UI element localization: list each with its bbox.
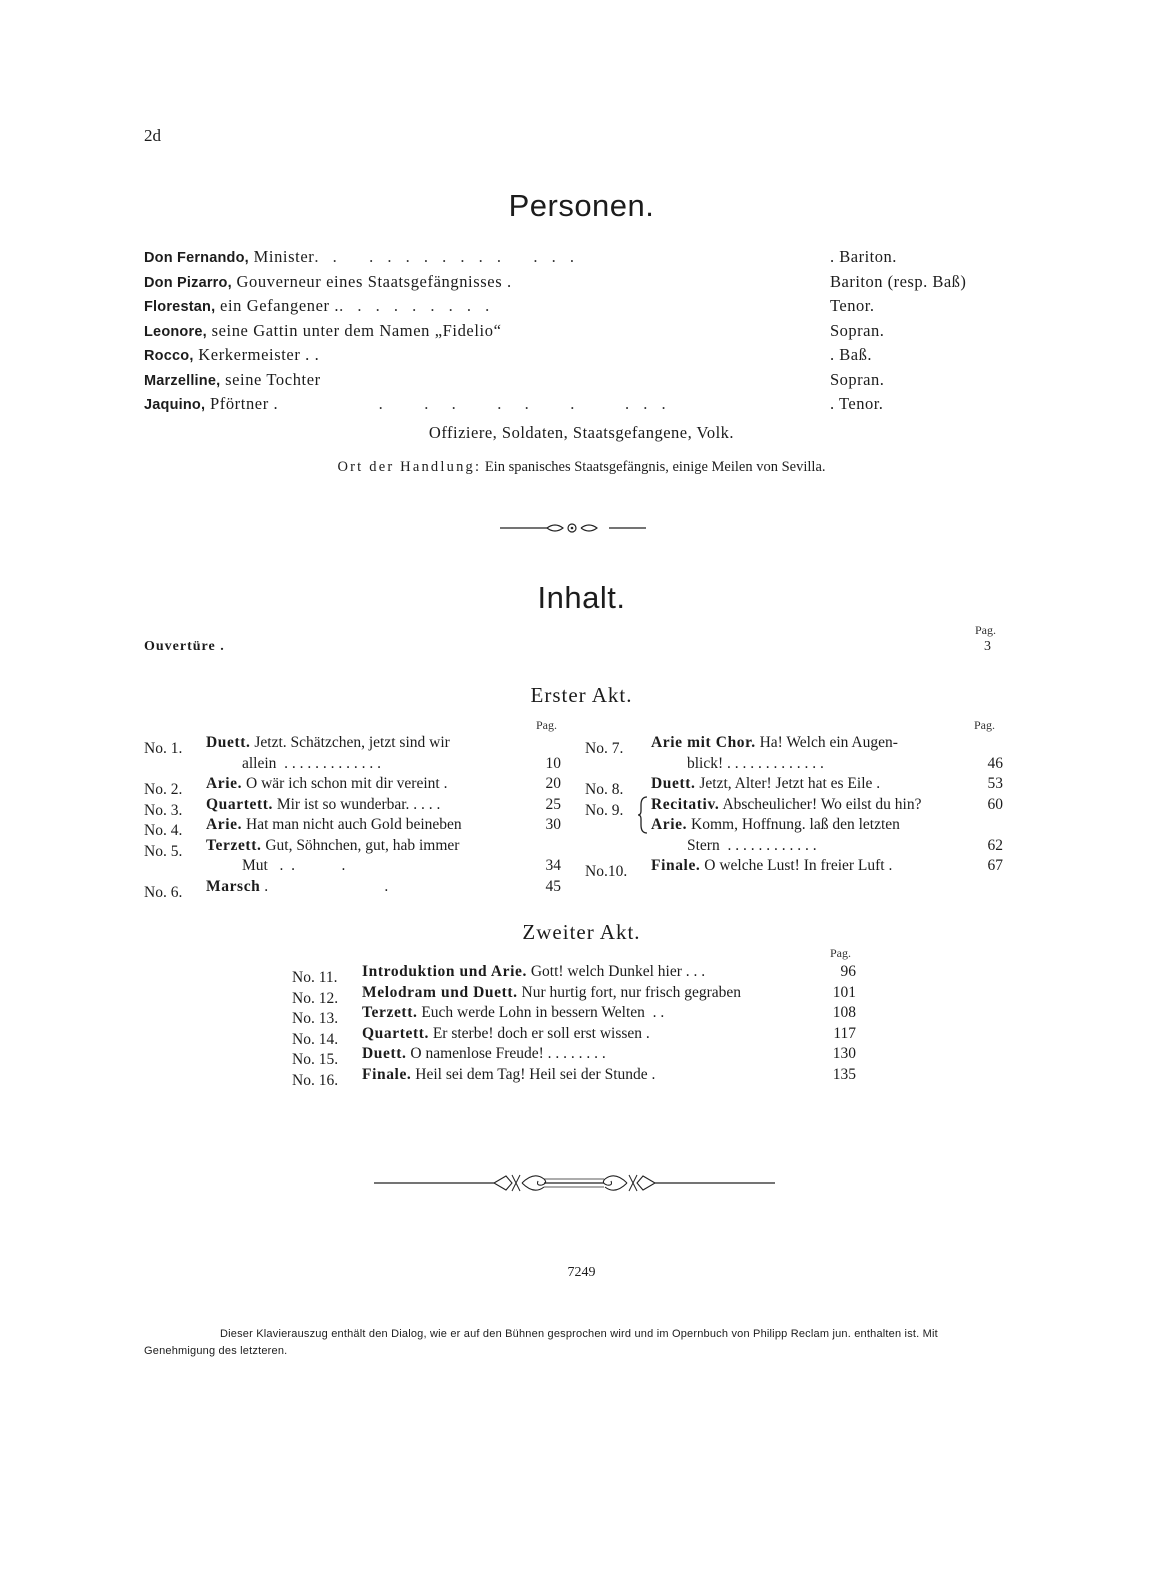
item-page: 101: [832, 983, 856, 1001]
item-type: Duett.: [362, 1045, 407, 1062]
contents-row: [144, 815, 561, 839]
cast-voice: . Baß.: [830, 345, 872, 364]
item-page: 96: [840, 963, 856, 980]
item-title: [362, 962, 822, 982]
item-text: O namenlose Freude! . . . . . . . .: [406, 1045, 606, 1062]
cast-description: seine Tochter: [220, 369, 321, 389]
item-number: No. 16.: [292, 1071, 339, 1089]
pag-label: Pag.: [975, 623, 996, 637]
item-title: [206, 795, 536, 815]
item-title: [362, 1065, 822, 1085]
item-type: Terzett.: [206, 836, 262, 854]
item-title: [206, 836, 536, 856]
item-text: O welche Lust! In freier Luft .: [700, 857, 893, 874]
cast-voice: . Bariton.: [830, 247, 897, 266]
item-title: [651, 795, 981, 815]
contents-row: [144, 733, 561, 757]
item-type: Arie.: [651, 816, 688, 833]
erster-akt-heading: Erster Akt.: [530, 683, 633, 707]
item-text: Euch werde Lohn in bessern Welten . .: [417, 1004, 665, 1021]
cast-description: Gouverneur eines Staatsgefängnisses .: [231, 271, 512, 291]
item-type: Recitativ.: [651, 795, 720, 813]
contents-row: [292, 1024, 856, 1048]
ouverture-page: 3: [984, 639, 991, 654]
inhalt-heading: Inhalt.: [537, 580, 626, 615]
cast-name: Leonore,: [144, 323, 207, 340]
item-title: [651, 754, 1017, 774]
item-text: Jetzt, Alter! Jetzt hat es Eile .: [695, 775, 881, 792]
contents-row: [144, 754, 561, 774]
cast-row: [144, 345, 1014, 369]
cast-voice: Sopran.: [830, 369, 885, 389]
item-title: [651, 774, 981, 794]
zweiter-akt-heading: Zweiter Akt.: [522, 920, 641, 944]
chorus-line: Offiziere, Soldaten, Staatsgefangene, Volk.: [428, 423, 735, 442]
item-title: [362, 1044, 822, 1064]
item-number: No. 6.: [144, 883, 183, 901]
item-page: 62: [987, 836, 1003, 854]
item-number: No. 9.: [585, 801, 624, 819]
brace-icon: [637, 795, 649, 835]
item-number: No. 1.: [144, 740, 183, 757]
item-text: Komm, Hoffnung. laß den letzten: [687, 816, 900, 833]
cast-voice: Tenor.: [830, 296, 875, 315]
personen-heading: Personen.: [508, 188, 655, 223]
item-number: No. 7.: [585, 740, 624, 757]
cast-dots: . . . . . . . . .: [278, 394, 671, 413]
pag-label-left: Pag.: [536, 718, 557, 732]
item-page: 30: [545, 816, 561, 833]
item-page: 45: [545, 877, 561, 895]
item-number: No. 14.: [292, 1030, 339, 1048]
pag-label-right: Pag.: [974, 718, 995, 732]
cast-voice: Sopran.: [830, 320, 885, 340]
item-text: blick! . . . . . . . . . . . . .: [687, 754, 824, 772]
item-title: [206, 856, 572, 876]
item-page: 117: [833, 1024, 856, 1042]
cast-name: Florestan,: [144, 299, 216, 315]
item-page: 130: [832, 1045, 856, 1062]
item-number: No. 5.: [144, 842, 183, 860]
cast-row: [144, 296, 1014, 320]
contents-row: [144, 836, 561, 860]
plate-number: 7249: [567, 1265, 596, 1280]
contents-row: [585, 754, 1003, 774]
end-ornament-icon: [372, 1167, 777, 1199]
item-text: allein . . . . . . . . . . . . .: [242, 754, 382, 772]
item-type: Terzett.: [362, 1004, 418, 1021]
divider-ornament-icon: [497, 519, 647, 537]
cast-dots: . . . . . . . . .: [339, 296, 495, 315]
cast-row: [144, 272, 1014, 296]
item-text: Ha! Welch ein Augen-: [755, 734, 898, 751]
item-text: Heil sei dem Tag! Heil sei der Stunde .: [411, 1065, 656, 1083]
contents-row: [292, 983, 856, 1007]
item-title: [651, 733, 981, 753]
item-number: No. 13.: [292, 1010, 339, 1027]
cast-voice: Bariton (resp. Baß): [830, 271, 967, 291]
item-title: [206, 815, 536, 835]
place-text: Ein spanisches Staatsgefängnis, einige Meilen von Sevilla.: [481, 459, 826, 475]
item-title: [651, 856, 981, 876]
item-title: [206, 754, 572, 774]
ouverture-label: Ouvertüre .: [144, 639, 225, 654]
item-number: No. 4.: [144, 822, 183, 839]
cast-description: Minister: [248, 247, 315, 266]
item-text: Jetzt. Schätzchen, jetzt sind wir: [250, 734, 450, 751]
cast-name: Don Fernando,: [144, 250, 249, 266]
item-number: No. 3.: [144, 801, 183, 819]
place-of-action: [0, 459, 1163, 476]
contents-row: [292, 1044, 856, 1068]
item-page: 53: [987, 775, 1003, 792]
contents-row: [585, 836, 1003, 856]
item-type: Melodram und Duett.: [362, 983, 518, 1001]
cast-row: [144, 247, 1014, 271]
item-text: Gut, Söhnchen, gut, hab immer: [261, 836, 460, 854]
item-number: No. 8.: [585, 781, 624, 798]
item-title: [362, 1024, 822, 1044]
item-page: 25: [545, 795, 561, 813]
item-title: [206, 733, 536, 753]
item-number: No. 12.: [292, 989, 339, 1007]
item-title: [206, 774, 536, 794]
item-number: No.10.: [585, 863, 628, 880]
cast-description: seine Gattin unter dem Namen „Fidelio“: [206, 320, 502, 340]
contents-row: [144, 856, 561, 876]
item-title: [651, 836, 1017, 856]
item-page: 46: [987, 754, 1003, 772]
item-type: Introduktion und Arie.: [362, 963, 527, 980]
cast-name: Marzelline,: [144, 372, 221, 389]
footnote: [144, 1326, 1004, 1360]
item-page: 10: [545, 754, 561, 772]
contents-row: [585, 774, 1003, 798]
item-type: Finale.: [362, 1065, 412, 1083]
cast-name: Rocco,: [144, 348, 194, 364]
item-page: 34: [545, 857, 561, 874]
cast-row: [144, 394, 1014, 418]
contents-row: [292, 1003, 856, 1027]
item-type: Quartett.: [206, 795, 273, 813]
footnote-text: Dieser Klavierauszug enthält den Dialog, wie er auf den Bühnen gesprochen wird und im Opernbuch von Philipp Reclam jun. enthalten ist. Mit Genehmigung des letzteren.: [144, 1328, 938, 1357]
item-type: Quartett.: [362, 1024, 429, 1042]
cast-name: Don Pizarro,: [144, 274, 232, 291]
item-page: 108: [832, 1004, 856, 1021]
cast-name: Jaquino,: [144, 397, 206, 413]
contents-row: [144, 877, 561, 901]
cast-description: ein Gefangener .: [215, 296, 340, 315]
item-number: No. 2.: [144, 781, 183, 798]
item-text: . .: [260, 877, 389, 895]
item-text: Abscheulicher! Wo eilst du hin?: [719, 795, 922, 813]
item-page: 67: [987, 857, 1003, 874]
item-page: 20: [545, 775, 561, 792]
cast-voice: . Tenor.: [830, 394, 884, 413]
page-number: 2d: [144, 126, 161, 145]
item-text: Mut . . .: [242, 857, 346, 874]
item-title: [362, 1003, 822, 1023]
item-type: Duett.: [651, 775, 696, 792]
item-text: O wär ich schon mit dir vereint .: [242, 775, 448, 792]
cast-description: Kerkermeister . .: [193, 345, 320, 364]
item-text: Er sterbe! doch er soll erst wissen .: [428, 1024, 650, 1042]
item-title: [362, 983, 822, 1003]
item-number: No. 15.: [292, 1051, 339, 1068]
item-text: Gott! welch Dunkel hier . . .: [526, 963, 706, 980]
cast-row: [144, 370, 1014, 394]
item-page: 60: [987, 795, 1003, 813]
item-type: Arie.: [206, 816, 243, 833]
contents-row: [144, 774, 561, 798]
item-title: [651, 815, 981, 835]
pag-label-act2: Pag.: [830, 946, 851, 960]
item-page: 135: [832, 1065, 856, 1083]
item-text: Nur hurtig fort, nur frisch gegraben: [517, 983, 742, 1001]
contents-row: [144, 795, 561, 819]
contents-row: [292, 1065, 856, 1089]
item-title: [206, 877, 536, 897]
place-label: Ort der Handlung:: [337, 459, 482, 475]
contents-row: [292, 962, 856, 986]
item-text: Hat man nicht auch Gold beineben: [242, 816, 462, 833]
item-type: Arie mit Chor.: [651, 734, 756, 751]
item-type: Finale.: [651, 857, 701, 874]
item-text: Mir ist so wunderbar. . . . .: [272, 795, 441, 813]
item-text: Stern . . . . . . . . . . . .: [687, 836, 817, 854]
item-number: No. 11.: [292, 969, 338, 986]
cast-dots: . . . . . . . . . . . . .: [314, 247, 579, 266]
item-type: Marsch: [206, 877, 261, 895]
cast-row: [144, 321, 1014, 345]
item-type: Arie.: [206, 775, 243, 792]
contents-row: [585, 733, 1003, 757]
contents-row: [585, 856, 1003, 880]
item-type: Duett.: [206, 734, 251, 751]
cast-description: Pförtner .: [205, 394, 279, 413]
